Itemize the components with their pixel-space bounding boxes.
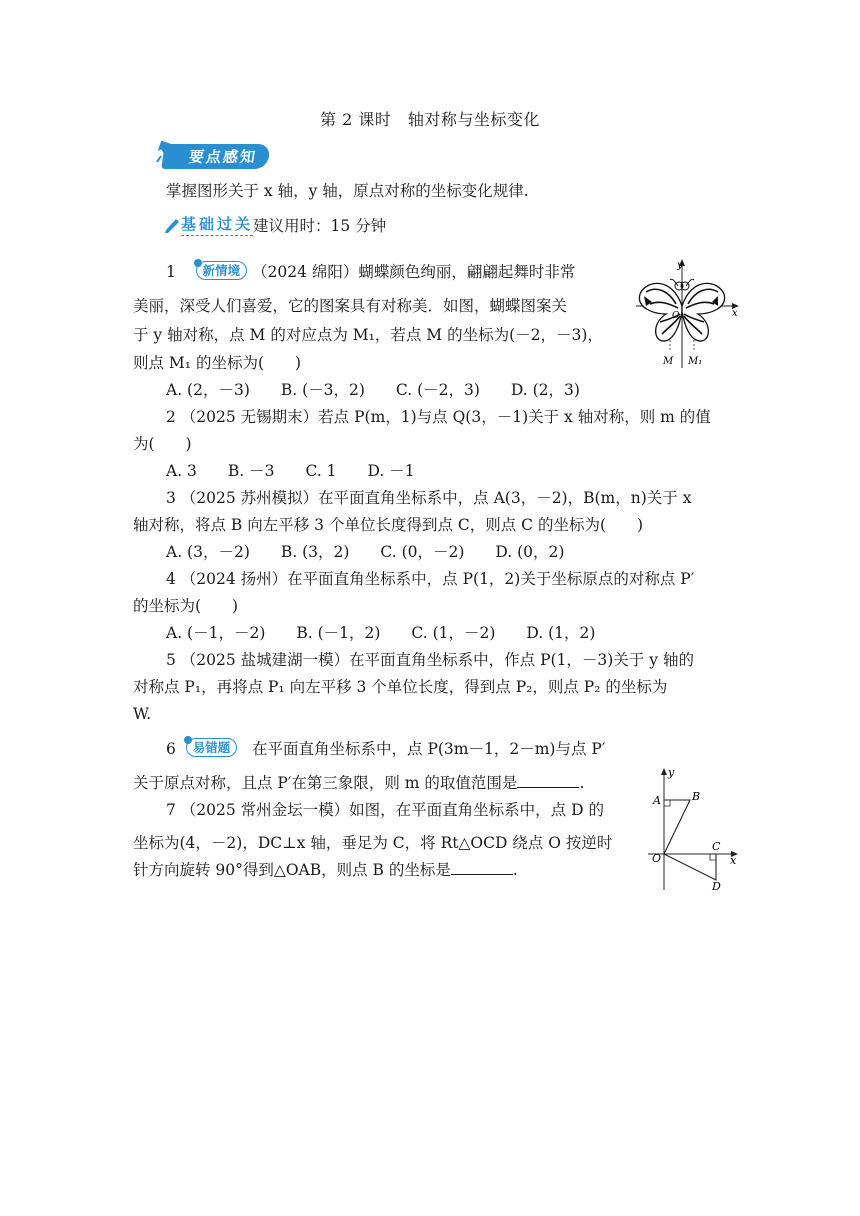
basic-practice-header (163, 213, 386, 236)
q1-line2: 美丽，深受人们喜爱，它的图案具有对称美．如图，蝴蝶图案关 (133, 297, 568, 315)
q2-options: A. 3 B. －3 C. 1 D. －1 (166, 462, 415, 480)
q6-line1 (166, 736, 605, 762)
fig1-x-label: x (732, 308, 738, 319)
fig7-b-label: B (692, 790, 701, 803)
pencil-icon (163, 216, 181, 234)
q1-number: 1 (166, 263, 176, 281)
q5-line2: 对称点 P₁，再将点 P₁ 向左平移 3 个单位长度，得到点 P₂，则点 P₂ 的坐标为 (133, 678, 668, 696)
q7-answer-blank[interactable] (451, 860, 513, 875)
fig7-d-label: D (712, 880, 721, 893)
q1-text1: （2024 绵阳）蝴蝶颜色绚丽，翩翩起舞时非常 (252, 263, 576, 281)
page-title: 第 2 课时 轴对称与坐标变化 (320, 110, 540, 129)
q6-line2 (133, 770, 584, 796)
key-points-label: 要点感知 (161, 144, 271, 169)
butterfly-figure (632, 256, 742, 372)
fig7-y-label: y (668, 766, 675, 779)
q6-period: . (579, 774, 585, 792)
error-prone-tag: 易错题 (186, 738, 238, 757)
q6-answer-blank[interactable] (517, 773, 579, 788)
rotation-figure (642, 764, 746, 894)
fig7-c-label: C (712, 840, 721, 853)
fig1-origin-label: O (672, 311, 680, 321)
q7-line3 (133, 857, 518, 883)
fig7-x-label: x (730, 854, 737, 867)
q6-text2: 关于原点对称，且点 P′在第三象限，则 m 的取值范围是 (133, 774, 518, 792)
key-points-text: 掌握图形关于 x 轴，y 轴，原点对称的坐标变化规律. (166, 182, 529, 200)
q3-line1: 3 （2025 苏州模拟）在平面直角坐标系中，点 A(3，－2)，B(m，n)关于 x (166, 489, 692, 507)
q7-period: . (512, 861, 518, 879)
key-points-badge (163, 144, 269, 169)
q6-text1: 在平面直角坐标系中，点 P(3m－1，2－m)与点 P′ (252, 740, 606, 758)
q2-line1: 2 （2025 无锡期末）若点 P(m，1)与点 Q(3，－1)关于 x 轴对称，则 m 的值 (166, 408, 711, 426)
q7-text3: 针方向旋转 90°得到△OAB，则点 B 的坐标是 (133, 861, 451, 879)
q4-line1: 4 （2024 扬州）在平面直角坐标系中，点 P(1，2)关于坐标原点的对称点 P′ (166, 570, 695, 588)
q6-number: 6 (166, 740, 176, 758)
q4-line2: 的坐标为( ) (133, 597, 239, 615)
q5-line1: 5 （2025 盐城建湖一模）在平面直角坐标系中，作点 P(1，－3)关于 y 轴的 (166, 651, 694, 669)
fig7-origin-label: O (652, 852, 662, 865)
suggested-time: 建议用时：15 分钟 (253, 216, 387, 235)
q1-line4: 则点 M₁ 的坐标为( ) (133, 354, 302, 372)
fig1-m-label: M (663, 356, 674, 367)
q2-line2: 为( ) (133, 435, 192, 453)
fig1-y-label: y (677, 260, 683, 271)
q1-line3: 于 y 轴对称，点 M 的对应点为 M₁，若点 M 的坐标为(－2，－3)， (133, 326, 603, 344)
basic-practice-label: 基础过关 (181, 213, 253, 236)
q1-options: A. (2，－3) B. (－3，2) C. (－2，3) D. (2，3) (166, 381, 580, 399)
fig1-m1-label: M₁ (688, 356, 703, 367)
q7-line2: 坐标为(4，－2)，DC⊥x 轴，垂足为 C，将 Rt△OCD 绕点 O 按逆时 (133, 834, 613, 852)
q7-line1: 7 （2025 常州金坛一模）如图，在平面直角坐标系中，点 D 的 (166, 801, 604, 819)
fig7-a-label: A (653, 794, 661, 807)
q3-line2: 轴对称，将点 B 向左平移 3 个单位长度得到点 C，则点 C 的坐标为( ) (133, 516, 644, 534)
q4-options: A. (－1，－2) B. (－1，2) C. (1，－2) D. (1，2) (166, 624, 596, 642)
q5-line3: W. (133, 705, 152, 723)
new-context-tag: 新情境 (196, 261, 248, 280)
q3-options: A. (3，－2) B. (3，2) C. (0，－2) D. (0，2) (166, 543, 565, 561)
q1-line1 (166, 259, 575, 285)
